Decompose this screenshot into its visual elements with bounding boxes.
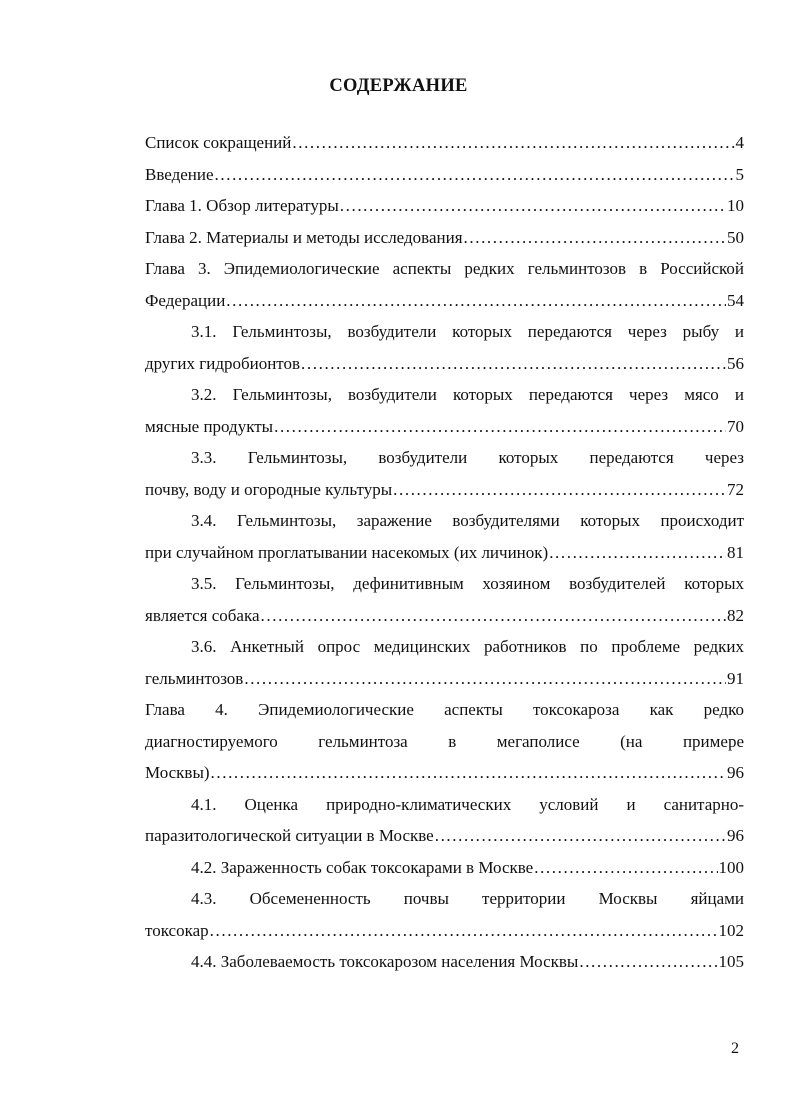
toc-entry-3-5: [145, 600, 744, 632]
toc-entry-4-3-line-1: 4.3. Обсемененность почвы территории Москвы яйцами: [191, 889, 744, 908]
leader-dots: [215, 159, 735, 191]
toc-entry-chapter-3-line-1: Глава 3. Эпидемиологические аспекты редких гельминтозов в Российской: [145, 259, 744, 278]
toc-entry-4-1-line-1: 4.1. Оценка природно-климатических условий и санитарно-: [191, 794, 744, 814]
toc-entry-3-5-line-1: 3.5. Гельминтозы, дефинитивным хозяином возбудителей которых: [191, 574, 744, 593]
toc-entry-chapter-4-line-1: Глава 4. Эпидемиологические аспекты токсокароза как редко: [145, 700, 744, 719]
toc-entry-chapter-4-line-2: диагностируемого гельминтоза в мегаполисе (на примере: [145, 731, 744, 751]
leader-dots: [435, 820, 726, 852]
toc-entry-3-6-line-1: 3.6. Анкетный опрос медицинских работников по проблеме редких: [191, 637, 744, 656]
leader-dots: [292, 127, 734, 159]
toc-entry-text: Федерации: [145, 290, 226, 310]
leader-dots: [210, 915, 718, 947]
toc-entry-4-4: [145, 946, 744, 978]
toc-page-number: 81: [727, 542, 744, 562]
toc-entry-introduction: [145, 159, 744, 191]
toc-entry-chapter-4: [145, 757, 744, 789]
toc-page-number: 50: [727, 227, 744, 247]
toc-entry-text: мясные продукты: [145, 416, 274, 436]
leader-dots: [211, 757, 726, 789]
leader-dots: [464, 222, 726, 254]
leader-dots: [301, 348, 726, 380]
leader-dots: [340, 190, 726, 222]
toc-page-number: 102: [718, 920, 744, 940]
toc-page-number: 54: [727, 290, 744, 310]
toc-page-number: 56: [727, 353, 744, 373]
toc-entry-3-2-line-1: 3.2. Гельминтозы, возбудители которых передаются через мясо и: [191, 385, 744, 404]
toc-page-number: 4: [735, 133, 744, 152]
leader-dots: [549, 537, 726, 569]
table-of-contents: [145, 127, 744, 978]
page-title: СОДЕРЖАНИЕ: [329, 76, 468, 96]
toc-entry-3-6: [145, 663, 744, 695]
leader-dots: [274, 411, 726, 443]
toc-page-number: 82: [727, 605, 744, 625]
leader-dots: [579, 946, 717, 978]
toc-entry-text: Москвы): [145, 763, 210, 782]
toc-entry-chapter-3: [145, 285, 744, 317]
toc-entry-text: токсокар: [145, 920, 209, 940]
leader-dots: [244, 663, 726, 695]
toc-entry-text: 4.2. Зараженность собак токсокарами в Москве: [191, 857, 534, 877]
toc-entry-chapter-1: [145, 190, 744, 222]
toc-page-number: 5: [735, 164, 744, 184]
toc-entry-3-3-line-1: 3.3. Гельминтозы, возбудители которых передаются через: [191, 448, 744, 467]
toc-page-number: 96: [727, 826, 744, 845]
toc-entry-text: паразитологической ситуации в Москве: [145, 826, 434, 845]
toc-entry-text: является собака: [145, 605, 260, 625]
toc-page-number: 91: [727, 668, 744, 688]
toc-entry-4-1: [145, 820, 744, 852]
toc-entry-text: Глава 1. Обзор литературы: [145, 196, 339, 215]
page-number: 2: [731, 1040, 739, 1057]
toc-entry-text: Глава 2. Материалы и методы исследования: [145, 227, 463, 247]
toc-entry-text: гельминтозов: [145, 668, 244, 688]
leader-dots: [534, 852, 717, 884]
toc-entry-chapter-2: [145, 222, 744, 254]
toc-entry-text: 4.4. Заболеваемость токсокарозом населения Москвы: [191, 952, 579, 971]
leader-dots: [226, 285, 726, 317]
toc-entry-text: Список сокращений: [145, 133, 292, 152]
toc-entry-text: других гидробионтов: [145, 353, 301, 373]
toc-page-number: 70: [727, 416, 744, 436]
toc-entry-text: почву, воду и огородные культуры: [145, 479, 393, 499]
toc-entry-4-2: [145, 852, 744, 884]
toc-entry-3-1-line-1: 3.1. Гельминтозы, возбудители которых передаются через рыбу и: [191, 322, 744, 341]
toc-entry-3-4-line-1: 3.4. Гельминтозы, заражение возбудителями которых происходит: [191, 511, 744, 530]
toc-page-number: 72: [727, 479, 744, 499]
toc-entry-3-2: [145, 411, 744, 443]
toc-entry-text: Введение: [145, 164, 214, 184]
toc-page-number: 96: [727, 763, 744, 782]
leader-dots: [393, 474, 726, 506]
toc-entry-3-3: [145, 474, 744, 506]
toc-page-number: 105: [718, 952, 744, 971]
toc-entry-4-3: [145, 915, 744, 947]
toc-entry-3-1: [145, 348, 744, 380]
toc-entry-3-4: [145, 537, 744, 569]
toc-entry-abbreviations: [145, 127, 744, 159]
toc-entry-text: при случайном проглатывании насекомых (их личинок): [145, 542, 549, 562]
toc-page-number: 100: [718, 857, 744, 877]
toc-page-number: 10: [727, 196, 744, 215]
leader-dots: [261, 600, 726, 632]
